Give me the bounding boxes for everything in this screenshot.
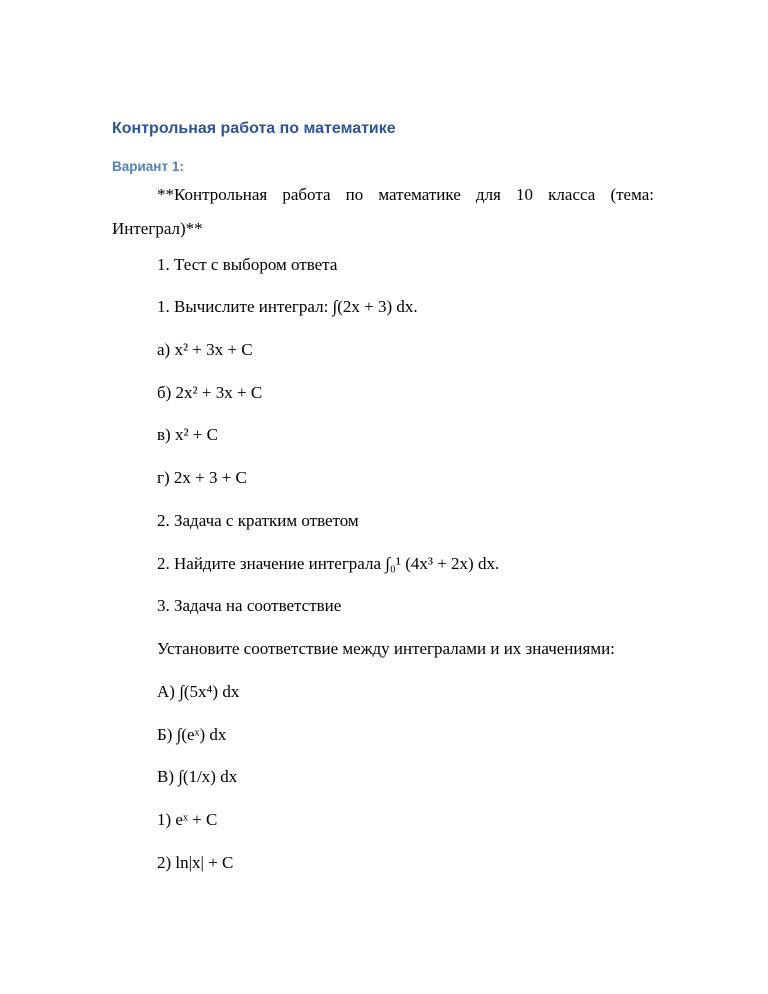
integral-a: А) ∫(5x⁴) dx (157, 682, 240, 701)
section-short-answer-heading: 2. Задача с кратким ответом (157, 511, 359, 530)
section-matching-heading: 3. Задача на соответствие (157, 596, 342, 615)
answer-option-g: г) 2x + 3 + C (157, 468, 247, 487)
value-2: 2) ln|x| + C (157, 853, 234, 872)
document-title: Контрольная работа по математике (112, 120, 396, 137)
section-test-heading: 1. Тест с выбором ответа (157, 255, 338, 274)
integral-v: В) ∫(1/x) dx (157, 767, 238, 786)
answer-option-b: б) 2x² + 3x + C (157, 383, 263, 402)
answer-option-v: в) x² + C (157, 425, 218, 444)
question-1: 1. Вычислите интеграл: ∫(2x + 3) dx. (157, 297, 418, 316)
intro-paragraph: **Контрольная работа по математике для 10 класса (тема: Интеграл)** (112, 185, 654, 238)
variant-heading: Вариант 1: (112, 159, 184, 174)
question-2: 2. Найдите значение интеграла ∫₀¹ (4x³ + 2x) dx. (157, 554, 500, 573)
matching-instruction: Установите соответствие между интегралами и их значениями: (157, 639, 615, 658)
integral-b: Б) ∫(eˣ) dx (157, 725, 227, 744)
value-1: 1) eˣ + C (157, 810, 218, 829)
answer-option-a: а) x² + 3x + C (157, 340, 253, 359)
